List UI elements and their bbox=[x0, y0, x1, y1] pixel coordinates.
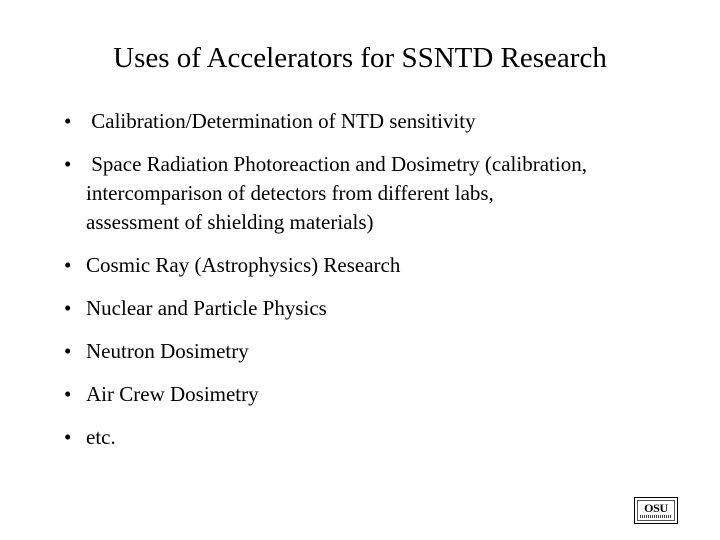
bullet-text: Air Crew Dosimetry bbox=[86, 382, 259, 406]
bullet-text: Cosmic Ray (Astrophysics) Research bbox=[86, 253, 401, 277]
logo-frame bbox=[637, 500, 675, 521]
bullet-text: etc. bbox=[86, 425, 116, 449]
bullet-item bbox=[64, 337, 704, 366]
bullet-text: Nuclear and Particle Physics bbox=[86, 296, 327, 320]
bullet-item bbox=[64, 251, 704, 280]
bullet-text: Neutron Dosimetry bbox=[86, 339, 249, 363]
bullet-dot: • bbox=[64, 339, 72, 363]
logo-subline bbox=[640, 515, 672, 518]
bullet-item bbox=[64, 150, 704, 237]
bullet-text: Calibration/Determination of NTD sensitivity bbox=[86, 109, 476, 133]
bullet-item bbox=[64, 380, 704, 409]
bullet-item bbox=[64, 423, 704, 452]
bullet-text: Space Radiation Photoreaction and Dosimetry (calibration, bbox=[86, 152, 587, 176]
bullet-item bbox=[64, 107, 704, 136]
logo-text: OSU bbox=[644, 501, 668, 515]
bullet-text-continuation: assessment of shielding materials) bbox=[86, 210, 374, 234]
bullet-dot: • bbox=[64, 109, 72, 133]
osu-logo bbox=[634, 497, 678, 524]
bullet-dot: • bbox=[64, 152, 72, 176]
bullet-dot: • bbox=[64, 296, 72, 320]
bullet-dot: • bbox=[64, 382, 72, 406]
bullet-item bbox=[64, 294, 704, 323]
slide-title: Uses of Accelerators for SSNTD Research bbox=[113, 42, 607, 74]
bullet-dot: • bbox=[64, 425, 72, 449]
bullet-dot: • bbox=[64, 253, 72, 277]
bullet-text-continuation: intercomparison of detectors from different labs, bbox=[86, 181, 494, 205]
